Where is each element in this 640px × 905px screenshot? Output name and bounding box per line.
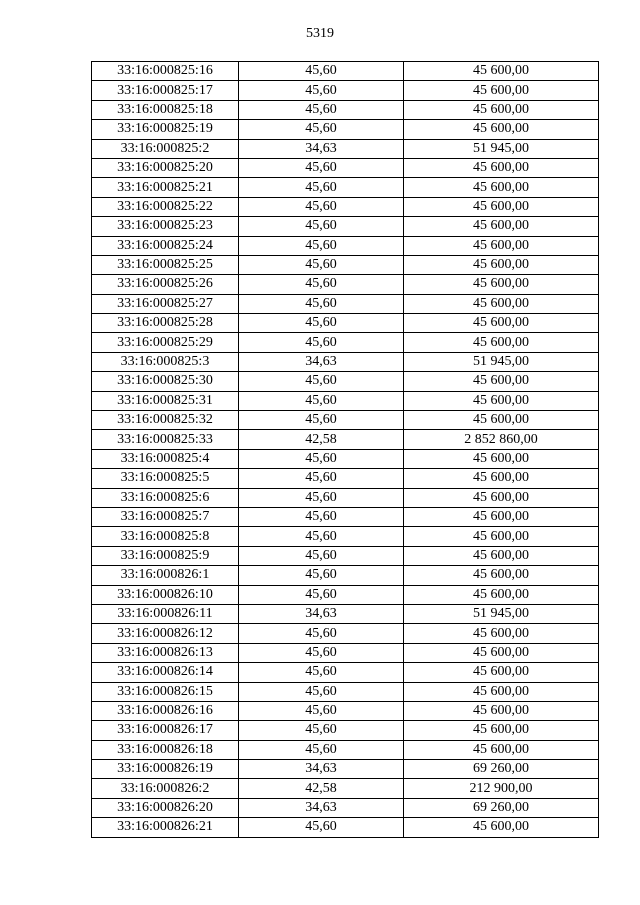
- table-row: [92, 352, 599, 371]
- value-cell: 45 600,00: [404, 372, 599, 391]
- cadastral-number-cell: 33:16:000826:14: [92, 663, 239, 682]
- cadastral-number-cell: 33:16:000825:31: [92, 391, 239, 410]
- table-row: [92, 546, 599, 565]
- cadastral-number-cell: 33:16:000825:32: [92, 411, 239, 430]
- value-cell: 45 600,00: [404, 643, 599, 662]
- table-row: [92, 236, 599, 255]
- cadastral-number-cell: 33:16:000825:18: [92, 100, 239, 119]
- rate-cell: 45,60: [239, 294, 404, 313]
- rate-cell: 34,63: [239, 352, 404, 371]
- value-cell: 45 600,00: [404, 449, 599, 468]
- value-cell: 45 600,00: [404, 314, 599, 333]
- rate-cell: 45,60: [239, 585, 404, 604]
- cadastral-number-cell: 33:16:000826:11: [92, 604, 239, 623]
- value-cell: 45 600,00: [404, 391, 599, 410]
- value-cell: 51 945,00: [404, 604, 599, 623]
- cadastral-number-cell: 33:16:000825:27: [92, 294, 239, 313]
- value-cell: 45 600,00: [404, 294, 599, 313]
- cadastral-number-cell: 33:16:000825:16: [92, 62, 239, 81]
- cadastral-number-cell: 33:16:000825:7: [92, 507, 239, 526]
- cadastral-number-cell: 33:16:000826:12: [92, 624, 239, 643]
- rate-cell: 45,60: [239, 62, 404, 81]
- rate-cell: 45,60: [239, 721, 404, 740]
- table-row: [92, 818, 599, 837]
- cadastral-number-cell: 33:16:000825:33: [92, 430, 239, 449]
- table-row: [92, 139, 599, 158]
- value-cell: 45 600,00: [404, 275, 599, 294]
- table-row: [92, 760, 599, 779]
- rate-cell: 45,60: [239, 643, 404, 662]
- rate-cell: 45,60: [239, 158, 404, 177]
- cadastral-number-cell: 33:16:000825:23: [92, 217, 239, 236]
- table-row: [92, 507, 599, 526]
- value-cell: 212 900,00: [404, 779, 599, 798]
- table-row: [92, 624, 599, 643]
- rate-cell: 45,60: [239, 178, 404, 197]
- rate-cell: 45,60: [239, 120, 404, 139]
- table-row: [92, 391, 599, 410]
- rate-cell: 45,60: [239, 546, 404, 565]
- value-cell: 69 260,00: [404, 760, 599, 779]
- cadastral-number-cell: 33:16:000826:19: [92, 760, 239, 779]
- value-cell: 45 600,00: [404, 740, 599, 759]
- table-row: [92, 585, 599, 604]
- table-row: [92, 663, 599, 682]
- rate-cell: 45,60: [239, 818, 404, 837]
- table-row: [92, 372, 599, 391]
- rate-cell: 45,60: [239, 566, 404, 585]
- value-cell: 45 600,00: [404, 411, 599, 430]
- cadastral-number-cell: 33:16:000825:2: [92, 139, 239, 158]
- rate-cell: 45,60: [239, 663, 404, 682]
- rate-cell: 45,60: [239, 217, 404, 236]
- table-row: [92, 488, 599, 507]
- rate-cell: 45,60: [239, 100, 404, 119]
- value-cell: 45 600,00: [404, 663, 599, 682]
- rate-cell: 45,60: [239, 372, 404, 391]
- page-number: 5319: [306, 26, 334, 41]
- value-cell: 45 600,00: [404, 682, 599, 701]
- table-row: [92, 430, 599, 449]
- table-row: [92, 740, 599, 759]
- value-cell: 45 600,00: [404, 158, 599, 177]
- value-cell: 45 600,00: [404, 566, 599, 585]
- rate-cell: 45,60: [239, 488, 404, 507]
- cadastral-number-cell: 33:16:000826:1: [92, 566, 239, 585]
- rate-cell: 42,58: [239, 430, 404, 449]
- table-row: [92, 779, 599, 798]
- table-row: [92, 449, 599, 468]
- value-cell: 45 600,00: [404, 100, 599, 119]
- cadastral-number-cell: 33:16:000825:28: [92, 314, 239, 333]
- value-cell: 45 600,00: [404, 469, 599, 488]
- table-row: [92, 255, 599, 274]
- table-row: [92, 217, 599, 236]
- rate-cell: 45,60: [239, 391, 404, 410]
- value-cell: 45 600,00: [404, 333, 599, 352]
- table-row: [92, 643, 599, 662]
- value-cell: 45 600,00: [404, 585, 599, 604]
- rate-cell: 45,60: [239, 701, 404, 720]
- cadastral-number-cell: 33:16:000826:15: [92, 682, 239, 701]
- cadastral-number-cell: 33:16:000825:4: [92, 449, 239, 468]
- cadastral-number-cell: 33:16:000825:6: [92, 488, 239, 507]
- table-row: [92, 62, 599, 81]
- table-row: [92, 604, 599, 623]
- cadastral-number-cell: 33:16:000825:19: [92, 120, 239, 139]
- rate-cell: 45,60: [239, 275, 404, 294]
- value-cell: 2 852 860,00: [404, 430, 599, 449]
- value-cell: 45 600,00: [404, 178, 599, 197]
- rate-cell: 45,60: [239, 624, 404, 643]
- cadastral-number-cell: 33:16:000825:8: [92, 527, 239, 546]
- value-cell: 45 600,00: [404, 217, 599, 236]
- cadastral-number-cell: 33:16:000825:21: [92, 178, 239, 197]
- table-row: [92, 275, 599, 294]
- value-cell: 45 600,00: [404, 197, 599, 216]
- table-row: [92, 566, 599, 585]
- rate-cell: 45,60: [239, 197, 404, 216]
- cadastral-number-cell: 33:16:000825:3: [92, 352, 239, 371]
- table-row: [92, 682, 599, 701]
- cadastral-number-cell: 33:16:000825:26: [92, 275, 239, 294]
- rate-cell: 45,60: [239, 527, 404, 546]
- cadastral-number-cell: 33:16:000826:2: [92, 779, 239, 798]
- value-cell: 45 600,00: [404, 721, 599, 740]
- rate-cell: 45,60: [239, 740, 404, 759]
- rate-cell: 45,60: [239, 449, 404, 468]
- cadastral-number-cell: 33:16:000825:17: [92, 81, 239, 100]
- value-cell: 45 600,00: [404, 236, 599, 255]
- value-cell: 45 600,00: [404, 81, 599, 100]
- value-cell: 51 945,00: [404, 352, 599, 371]
- registry-table: [91, 61, 599, 838]
- value-cell: 45 600,00: [404, 701, 599, 720]
- table-row: [92, 100, 599, 119]
- value-cell: 45 600,00: [404, 488, 599, 507]
- table-row: [92, 120, 599, 139]
- rate-cell: 45,60: [239, 236, 404, 255]
- cadastral-number-cell: 33:16:000825:29: [92, 333, 239, 352]
- value-cell: 45 600,00: [404, 624, 599, 643]
- rate-cell: 42,58: [239, 779, 404, 798]
- rate-cell: 34,63: [239, 798, 404, 817]
- cadastral-number-cell: 33:16:000826:10: [92, 585, 239, 604]
- value-cell: 51 945,00: [404, 139, 599, 158]
- value-cell: 45 600,00: [404, 62, 599, 81]
- cadastral-number-cell: 33:16:000826:17: [92, 721, 239, 740]
- value-cell: 45 600,00: [404, 546, 599, 565]
- cadastral-number-cell: 33:16:000826:20: [92, 798, 239, 817]
- table-row: [92, 81, 599, 100]
- rate-cell: 34,63: [239, 604, 404, 623]
- rate-cell: 45,60: [239, 81, 404, 100]
- rate-cell: 45,60: [239, 411, 404, 430]
- rate-cell: 45,60: [239, 255, 404, 274]
- rate-cell: 45,60: [239, 469, 404, 488]
- table-row: [92, 178, 599, 197]
- table-row: [92, 798, 599, 817]
- value-cell: 69 260,00: [404, 798, 599, 817]
- table-row: [92, 721, 599, 740]
- value-cell: 45 600,00: [404, 507, 599, 526]
- table-row: [92, 527, 599, 546]
- cadastral-number-cell: 33:16:000825:22: [92, 197, 239, 216]
- table-row: [92, 411, 599, 430]
- cadastral-number-cell: 33:16:000825:9: [92, 546, 239, 565]
- cadastral-number-cell: 33:16:000825:24: [92, 236, 239, 255]
- cadastral-number-cell: 33:16:000825:20: [92, 158, 239, 177]
- value-cell: 45 600,00: [404, 818, 599, 837]
- cadastral-number-cell: 33:16:000826:13: [92, 643, 239, 662]
- cadastral-number-cell: 33:16:000825:25: [92, 255, 239, 274]
- cadastral-number-cell: 33:16:000826:21: [92, 818, 239, 837]
- table-row: [92, 701, 599, 720]
- registry-table-body: [92, 62, 599, 838]
- rate-cell: 34,63: [239, 760, 404, 779]
- rate-cell: 45,60: [239, 314, 404, 333]
- cadastral-number-cell: 33:16:000825:5: [92, 469, 239, 488]
- value-cell: 45 600,00: [404, 527, 599, 546]
- value-cell: 45 600,00: [404, 255, 599, 274]
- rate-cell: 45,60: [239, 507, 404, 526]
- cadastral-number-cell: 33:16:000826:18: [92, 740, 239, 759]
- rate-cell: 34,63: [239, 139, 404, 158]
- table-row: [92, 469, 599, 488]
- rate-cell: 45,60: [239, 333, 404, 352]
- value-cell: 45 600,00: [404, 120, 599, 139]
- cadastral-number-cell: 33:16:000825:30: [92, 372, 239, 391]
- table-row: [92, 333, 599, 352]
- table-row: [92, 197, 599, 216]
- table-row: [92, 314, 599, 333]
- rate-cell: 45,60: [239, 682, 404, 701]
- cadastral-number-cell: 33:16:000826:16: [92, 701, 239, 720]
- table-row: [92, 294, 599, 313]
- table-row: [92, 158, 599, 177]
